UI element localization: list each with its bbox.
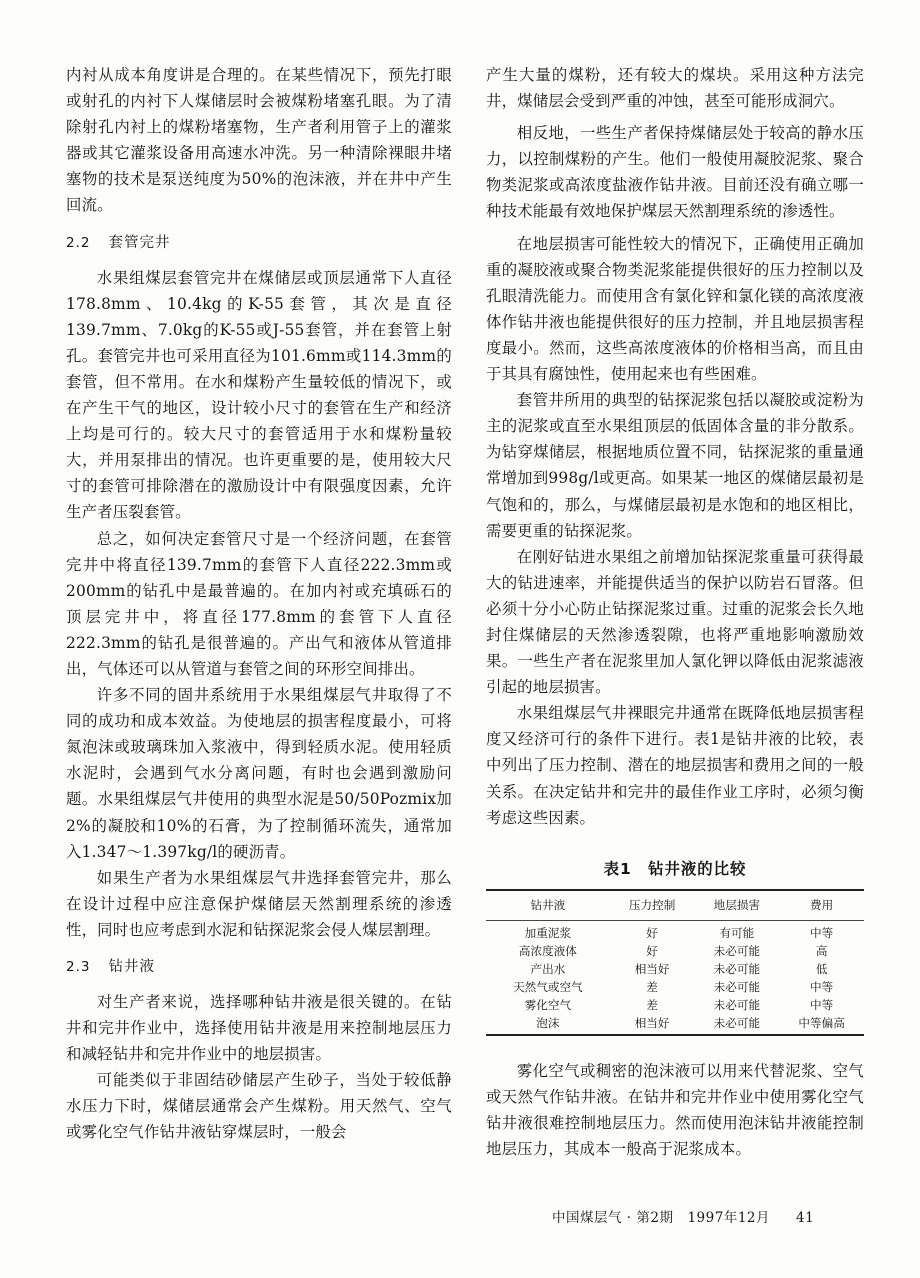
table-cell: 未必可能 (713, 979, 761, 994)
section-number: 2.3 (66, 959, 91, 975)
paragraph: 在地层损害可能性较大的情况下，正确使用正确加重的凝胶液或聚合物类泥浆能提供很好的压力控制以及孔眼清洗能力。而使用含有氯化锌和氯化镁的高浓度液体作钻井液也能提供很好的压力控制，并且地层损害程度最小。然而，这些高浓度液体的价格相当高，而且由于其具有腐蚀性，使用起来也有些困难。 (486, 234, 864, 384)
paragraph: 套管井所用的典型的钻探泥浆包括以凝胶或淀粉为主的泥浆或直至水果组顶层的低固体含量的非分散系。为钻穿煤储层，根据地质位置不同，钻探泥浆的重量通常增加到998g/l或更高。如果某一地区的煤储层最初是气饱和的，那么，与煤储层最初是水饱和的地区相比，需要更重的钻探泥浆。 (486, 391, 864, 540)
table-cell: 中等 (810, 997, 834, 1012)
page-number: 41 (796, 1210, 815, 1226)
paragraph: 如果生产者为水果组煤层气井选择套管完井，那么在设计过程中应注意保护煤储层天然割理系统的渗透性，同时也应考虑到水泥和钻探泥浆会侵人煤层割理。 (66, 868, 452, 939)
table-cell: 产出水 (530, 961, 566, 976)
table-cell: 低 (815, 961, 828, 976)
left-column (66, 62, 452, 1146)
paragraph: 产生大量的煤粉，还有较大的煤块。采用这种方法完井，煤储层会受到严重的冲蚀，甚至可能形成洞穴。 (486, 66, 864, 111)
section-heading-2-3 (66, 955, 452, 979)
paragraph: 雾化空气或稠密的泡沫液可以用来代替泥浆、空气或天然气作钻井液。在钻井和完井作业中使用雾化空气钻井液很难控制地层压力。然而使用泡沫钻井液能控制地层压力，其成本一般高于泥浆成本。 (486, 1061, 864, 1158)
table-row (486, 942, 864, 960)
table-cell: 雾化空气 (524, 997, 572, 1012)
table-cell: 中等偏高 (798, 1015, 845, 1030)
table-cell: 未必可能 (713, 1015, 761, 1030)
paragraph: 对生产者来说，选择哪种钻井液是很关键的。在钻井和完井作业中，选择使用钻井液是用来控制地层压力和减轻钻井和完井作业中的地层损害。 (66, 993, 452, 1064)
table-cell: 高浓度液体 (518, 943, 577, 958)
journal-info: 中国煤层气 · 第2期 1997年12月 (552, 1210, 770, 1226)
paragraph: 总之，如何决定套管尺寸是一个经济问题，在套管完井中将直径139.7mm的套管下人直径222.3mm或200mm的钻孔中是最普遍的。在加内衬或充填砾石的顶层完井中，将直径177.8mm的套管下人直径222.3mm的钻孔是很普遍的。产出气和液体从管道排出，气体还可以从管道与套管之间的环形空间排出。 (66, 529, 452, 678)
paragraph: 内衬从成本角度讲是合理的。在某些情况下，预先打眼或射孔的内衬下人煤储层时会被煤粉堵塞孔眼。为了清除射孔内衬上的煤粉堵塞物，生产者利用管子上的灌浆器或其它灌浆设备用高速水冲洗。另一种清除裸眼井堵塞物的技术是泵送纯度为50%的泡沫液，并在井中产生回流。 (66, 66, 452, 215)
table-caption: 表1 钻井液的比较 (603, 859, 747, 878)
column-header: 钻井液 (486, 890, 610, 921)
table-cell: 有可能 (719, 925, 755, 940)
table-row (486, 920, 864, 942)
table-row (486, 996, 864, 1014)
table-cell: 差 (646, 979, 658, 994)
table-cell: 高 (815, 943, 828, 958)
table-header-row (486, 890, 864, 921)
drilling-fluid-comparison-table (486, 889, 864, 1036)
table-cell: 天然气或空气 (513, 979, 583, 994)
table-cell: 中等 (810, 925, 834, 940)
section-title: 钻井液 (108, 959, 155, 975)
page-footer (552, 1206, 814, 1226)
section-title: 套管完井 (108, 234, 171, 251)
table-cell: 相当好 (634, 961, 670, 976)
table-cell: 好 (646, 943, 658, 958)
table-cell: 未必可能 (713, 943, 761, 958)
paragraph: 许多不同的固井系统用于水果组煤层气井取得了不同的成功和成本效益。为使地层的损害程度最小，可将氮泡沫或玻璃珠加入浆液中，得到轻质水泥。使用轻质水泥时，会遇到气水分离问题，有时也会遇到激励问题。水果组煤层气井使用的典型水泥是50/50Pozmix加2%的凝胶和10%的石膏，为了控制循环流失，通常加入1.347～1.397kg/l的硬沥青。 (66, 686, 452, 861)
table-row (486, 1014, 864, 1035)
right-column (486, 62, 864, 1162)
table-cell: 未必可能 (713, 961, 761, 976)
table-cell: 相当好 (634, 1015, 670, 1030)
paragraph: 水果组煤层气井裸眼完井通常在既降低地层损害程度又经济可行的条件下进行。表1是钻井液的比较，表中列出了压力控制、潜在的地层损害和费用之间的一般关系。在决定钻井和完井的最佳作业工序时，必须匀衡考虑这些因素。 (486, 704, 864, 827)
table-cell: 中等 (810, 979, 834, 994)
section-number: 2.2 (66, 234, 91, 251)
section-heading-2-2 (66, 231, 452, 255)
paragraph: 水果组煤层套管完井在煤储层或顶层通常下人直径178.8mm、10.4kg的K-55套管，其次是直径139.7mm、7.0kg的K-55或J-55套管，并在套管上射孔。套管完井也可采用直径为101.6mm或114.3mm的套管，但不常用。在水和煤粉产生量较低的情况下，或在产生干气的地区，设计较小尺寸的套管在生产和经济上均是可行的。较大尺寸的套管适用于水和煤粉量较大，并用泵排出的情况。也许更重要的是，使用较大尺寸的套管可排除潜在的激励设计中有限强度因素，允许生产者压裂套管。 (66, 268, 452, 522)
paragraph: 可能类似于非固结砂储层产生砂子，当处于较低静水压力下时，煤储层通常会产生煤粉。用天然气、空气或雾化空气作钻井液钻穿煤层时，一般会 (66, 1071, 452, 1142)
table-cell: 加重泥浆 (524, 925, 572, 940)
column-header: 地层损害 (694, 890, 779, 921)
column-header: 费用 (779, 890, 864, 921)
column-header: 压力控制 (610, 890, 695, 921)
table-cell: 未必可能 (713, 997, 761, 1012)
table-row (486, 960, 864, 978)
table-cell: 差 (646, 997, 658, 1012)
paragraph: 相反地，一些生产者保持煤储层处于较高的静水压力，以控制煤粉的产生。他们一般使用凝胶泥浆、聚合物类泥浆或高浓度盐液作钻井液。目前还没有确立哪一种技术能最有效地保护煤层天然割理系统的渗透性。 (486, 124, 864, 221)
table-cell: 好 (646, 925, 658, 940)
paragraph: 在刚好钻进水果组之前增加钻探泥浆重量可获得最大的钻进速率，并能提供适当的保护以防岩石冒落。但必须十分小心防止钻探泥浆过重。过重的泥浆会长久地封住煤储层的天然渗透裂隙，也将严重地影响激励效果。一些生产者在泥浆里加人氯化钾以降低由泥浆滤液引起的地层损害。 (486, 547, 864, 697)
table-cell: 泡沫 (536, 1015, 560, 1030)
table-row (486, 978, 864, 996)
